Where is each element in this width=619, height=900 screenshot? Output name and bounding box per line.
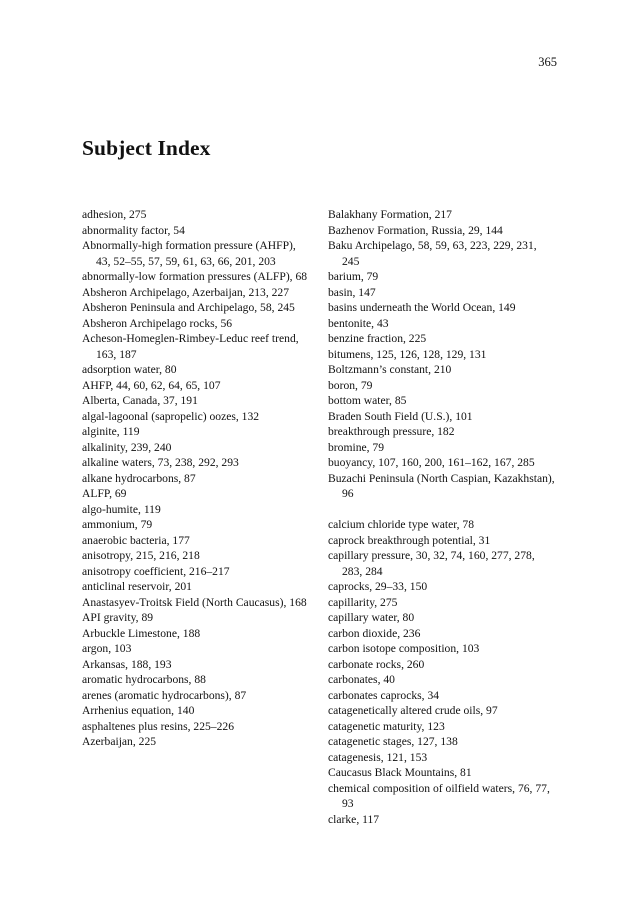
index-entry: bentonite, 43 bbox=[328, 316, 389, 330]
index-entry: Arbuckle Limestone, 188 bbox=[82, 626, 201, 640]
index-entry: anisotropy, 215, 216, 218 bbox=[82, 549, 200, 562]
index-entry: catagenetic stages, 127, 138 bbox=[328, 735, 458, 748]
index-entry: asphaltenes plus resins, 225–226 bbox=[82, 719, 234, 733]
index-column-left bbox=[82, 207, 310, 750]
index-entry: Absheron Archipelago, Azerbaijan, 213, 227 bbox=[82, 285, 290, 299]
index-entry: Azerbaijan, 225 bbox=[82, 735, 157, 748]
index-entry: carbonate rocks, 260 bbox=[328, 657, 425, 671]
index-entry: ammonium, 79 bbox=[82, 518, 153, 531]
index-entry: Baku Archipelago, 58, 59, 63, 223, 229, 231, 245 bbox=[328, 239, 537, 268]
index-entry: Boltzmann’s constant, 210 bbox=[328, 363, 452, 376]
index-entry: Anastasyev-Troitsk Field (North Caucasus), 168 bbox=[82, 595, 307, 609]
index-entry: basin, 147 bbox=[328, 285, 376, 299]
index-entry: buoyancy, 107, 160, 200, 161–162, 167, 285 bbox=[328, 456, 535, 469]
index-entry: alkane hydrocarbons, 87 bbox=[82, 471, 196, 485]
index-entry: bromine, 79 bbox=[328, 440, 385, 454]
index-entry: carbonates, 40 bbox=[328, 673, 395, 686]
index-entry: adsorption water, 80 bbox=[82, 363, 177, 376]
index-entry: benzine fraction, 225 bbox=[328, 332, 427, 345]
index-column-right bbox=[328, 207, 556, 827]
index-entry: algal-lagoonal (sapropelic) oozes, 132 bbox=[82, 409, 260, 423]
index-entry: Absheron Peninsula and Archipelago, 58, 245 bbox=[82, 301, 295, 314]
page-title: Subject Index bbox=[82, 136, 211, 160]
index-entry: breakthrough pressure, 182 bbox=[328, 425, 455, 438]
index-entry: Acheson-Homeglen-Rimbey-Leduc reef trend, 163, 187 bbox=[82, 332, 299, 361]
index-entry: basins underneath the World Ocean, 149 bbox=[328, 301, 516, 314]
index-entry: Bazhenov Formation, Russia, 29, 144 bbox=[328, 223, 503, 237]
index-entry: barium, 79 bbox=[328, 270, 379, 283]
index-entry: aromatic hydrocarbons, 88 bbox=[82, 673, 206, 686]
index-entry: carbonates caprocks, 34 bbox=[328, 688, 440, 702]
index-entry: Abnormally-high formation pressure (AHFP), 43, 52–55, 57, 59, 61, 63, 66, 201, 203 bbox=[82, 239, 296, 268]
index-entry: adhesion, 275 bbox=[82, 208, 147, 221]
index-entry: Braden South Field (U.S.), 101 bbox=[328, 409, 473, 423]
index-entry: abnormally-low formation pressures (ALFP), 68 bbox=[82, 270, 308, 283]
index-entry: arenes (aromatic hydrocarbons), 87 bbox=[82, 688, 247, 702]
index-entry: clarke, 117 bbox=[328, 812, 380, 826]
index-entry: boron, 79 bbox=[328, 378, 373, 392]
index-entry: anisotropy coefficient, 216–217 bbox=[82, 564, 230, 578]
index-entry: carbon isotope composition, 103 bbox=[328, 642, 480, 655]
index-entry: catagenesis, 121, 153 bbox=[328, 750, 428, 764]
index-entry: Arkansas, 188, 193 bbox=[82, 657, 172, 671]
index-entry: catagenetic maturity, 123 bbox=[328, 719, 445, 733]
index-entry: alkaline waters, 73, 238, 292, 293 bbox=[82, 456, 239, 469]
index-entry: chemical composition of oilfield waters, 76, 77, 93 bbox=[328, 781, 550, 810]
index-entry: ALFP, 69 bbox=[82, 487, 127, 500]
index-entry: Buzachi Peninsula (North Caspian, Kazakhstan), 96 bbox=[328, 471, 555, 500]
index-entry: argon, 103 bbox=[82, 642, 132, 655]
index-entry: alginite, 119 bbox=[82, 425, 140, 438]
index-entry: caprock breakthrough potential, 31 bbox=[328, 533, 491, 547]
index-entry: algo-humite, 119 bbox=[82, 502, 161, 516]
index-entry: caprocks, 29–33, 150 bbox=[328, 580, 428, 593]
index-entry: capillary water, 80 bbox=[328, 611, 415, 624]
index-entry: capillarity, 275 bbox=[328, 595, 398, 609]
index-entry: calcium chloride type water, 78 bbox=[328, 518, 475, 531]
page-number: 365 bbox=[538, 55, 557, 69]
index-entry: capillary pressure, 30, 32, 74, 160, 277, 278, 283, 284 bbox=[328, 549, 535, 578]
index-entry: bottom water, 85 bbox=[328, 394, 407, 407]
index-entry: API gravity, 89 bbox=[82, 611, 154, 624]
index-entry: catagenetically altered crude oils, 97 bbox=[328, 704, 498, 717]
index-entry: Arrhenius equation, 140 bbox=[82, 704, 195, 717]
index-entry: AHFP, 44, 60, 62, 64, 65, 107 bbox=[82, 378, 221, 392]
index-entry: bitumens, 125, 126, 128, 129, 131 bbox=[328, 347, 487, 361]
index-entry: Alberta, Canada, 37, 191 bbox=[82, 394, 198, 407]
index-entry: Caucasus Black Mountains, 81 bbox=[328, 766, 472, 779]
index-entry: carbon dioxide, 236 bbox=[328, 626, 421, 640]
index-entry: alkalinity, 239, 240 bbox=[82, 440, 172, 454]
letter-group-divider bbox=[328, 502, 556, 518]
index-entry: anticlinal reservoir, 201 bbox=[82, 580, 192, 593]
index-entry: anaerobic bacteria, 177 bbox=[82, 533, 190, 547]
index-entry: Absheron Archipelago rocks, 56 bbox=[82, 316, 233, 330]
index-entry: abnormality factor, 54 bbox=[82, 223, 185, 237]
index-entry: Balakhany Formation, 217 bbox=[328, 208, 452, 221]
